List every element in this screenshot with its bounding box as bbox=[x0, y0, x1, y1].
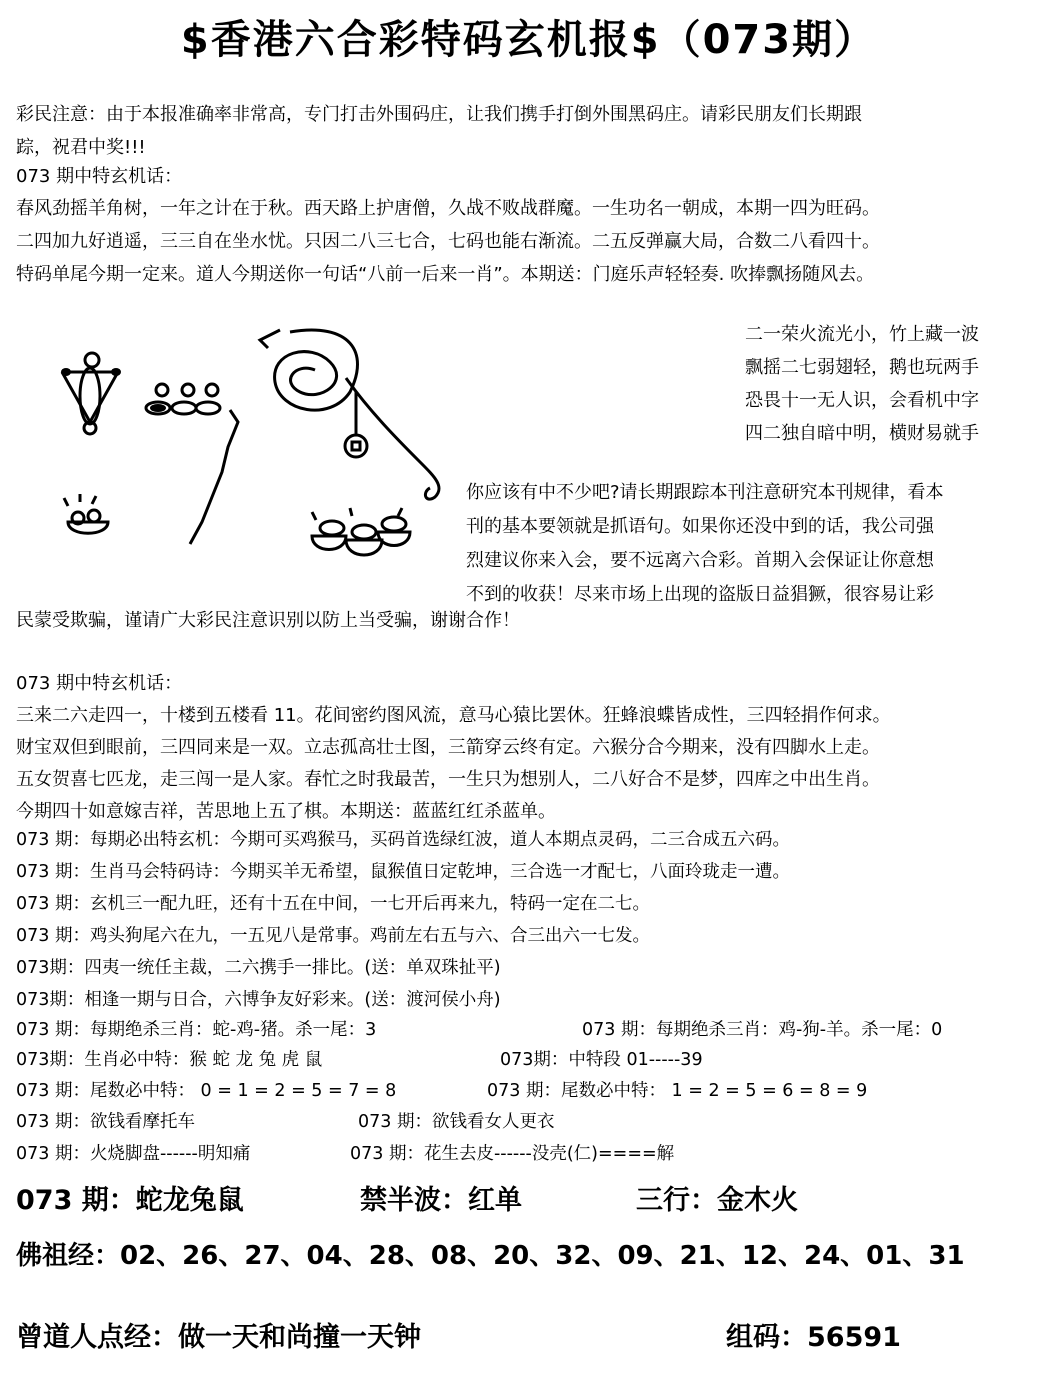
riddle-line-left: 073 期：火烧脚盘------明知痛 bbox=[16, 1144, 251, 1164]
section1-block bbox=[16, 162, 880, 291]
section-line: 春风劲摇羊角树，一年之计在于秋。西天路上护唐僧，久战不败战群魔。一生功名一朝成，本期一四为旺码。 bbox=[16, 198, 880, 219]
notice-block bbox=[16, 98, 862, 164]
section-line: 二四加九好逍遥，三三自在坐水忧。只因二八三七合，七码也能右渐流。二五反弹赢大局，合数二八看四十。 bbox=[16, 231, 880, 252]
item-line: 073 期：玄机三一配九旺，还有十五在中间，一七开后再来九，特码一定在二七。 bbox=[16, 894, 650, 914]
elements-summary: 三行：金木火 bbox=[636, 1185, 798, 1216]
code-summary: 组码：56591 bbox=[726, 1322, 901, 1353]
notice-line: 彩民注意：由于本报准确率非常高，专门打击外围码庄，让我们携手打倒外围黑码庄。请彩民朋友们长期跟 bbox=[16, 104, 862, 125]
poem-line: 二一荣火流光小，竹上藏一波 bbox=[745, 324, 979, 345]
promo-line: 不到的收获！尽来市场上出现的盗版日益猖獗，很容易让彩 bbox=[466, 584, 934, 605]
section-heading: 073 期中特玄机话： bbox=[16, 166, 183, 187]
item-line: 073 期：鸡头狗尾六在九，一五见八是常事。鸡前左右五与六、合三出六一七发。 bbox=[16, 926, 650, 946]
section-line: 今期四十如意嫁吉祥，苦思地上五了棋。本期送：蓝蓝红红杀蓝单。 bbox=[16, 801, 556, 822]
section-line: 五女贺喜七匹龙，走三闯一是人家。春忙之时我最苦，一生只为想别人，二八好合不是梦，四库之中出生肖。 bbox=[16, 769, 880, 790]
range-line: 073期：中特段 01-----39 bbox=[500, 1050, 703, 1070]
item-line: 073期：相逢一期与日合，六博争友好彩来。(送：渡河侯小舟) bbox=[16, 990, 501, 1010]
promo-line: 刊的基本要领就是抓语句。如果你还没中到的话，我公司强 bbox=[466, 516, 934, 537]
page-title: $香港六合彩特码玄机报$（073期） bbox=[180, 17, 877, 63]
section-line: 三来二六走四一，十楼到五楼看 11。花间密约图风流，意马心猿比罢休。狂蜂浪蝶皆成性，三四轻捐作何求。 bbox=[16, 705, 891, 726]
ban-summary: 禁半波：红单 bbox=[360, 1185, 522, 1216]
notice-line: 踪，祝君中奖!!! bbox=[16, 137, 146, 158]
item-line: 073期：四夷一统任主裁，二六携手一排比。(送：单双珠扯平) bbox=[16, 958, 501, 978]
riddle-line-right: 073 期：花生去皮------没壳(仁)====解 bbox=[350, 1144, 675, 1164]
zodiac-line: 073期：生肖必中特：猴 蛇 龙 兔 虎 鼠 bbox=[16, 1050, 323, 1070]
promo-last-line: 民蒙受欺骗，谨请广大彩民注意识别以防上当受骗，谢谢合作！ bbox=[16, 610, 520, 631]
riddle-line-right: 073 期：欲钱看女人更衣 bbox=[358, 1112, 555, 1132]
promo-line: 烈建议你来入会，要不远离六合彩。首期入会保证让你意想 bbox=[466, 550, 934, 571]
kill-line-left: 073 期：每期绝杀三肖：蛇-鸡-猪。杀一尾：3 bbox=[16, 1020, 377, 1040]
zodiac-summary: 073 期：蛇龙兔鼠 bbox=[16, 1185, 244, 1216]
numbers-summary: 佛祖经：02、26、27、04、28、08、20、32、09、21、12、24、01、31 bbox=[16, 1241, 965, 1271]
section2-block bbox=[16, 668, 891, 828]
section-heading: 073 期中特玄机话： bbox=[16, 673, 183, 694]
kill-line-right: 073 期：每期绝杀三肖：鸡-狗-羊。杀一尾：0 bbox=[582, 1020, 943, 1040]
poem-block bbox=[745, 318, 979, 450]
promo-block bbox=[466, 476, 944, 612]
promo-line: 你应该有中不少吧?请长期跟踪本刊注意研究本刊规律，看本 bbox=[466, 482, 944, 503]
scripture-summary: 曾道人点经：做一天和尚撞一天钟 bbox=[16, 1322, 421, 1353]
poem-line: 四二独自暗中明，横财易就手 bbox=[745, 423, 979, 444]
item-line: 073 期：生肖马会特码诗：今期买羊无希望，鼠猴值日定乾坤，三合选一才配七，八面玲珑走一遭。 bbox=[16, 862, 790, 882]
tail-line-right: 073 期：尾数必中特： 1 = 2 = 5 = 6 = 8 = 9 bbox=[487, 1081, 868, 1101]
poem-line: 恐畏十一无人识，会看机中字 bbox=[745, 390, 979, 411]
poem-line: 飘摇二七弱翅轻，鹅也玩两手 bbox=[745, 357, 979, 378]
section-line: 特码单尾今期一定来。道人今期送你一句话“八前一后来一肖”。本期送：门庭乐声轻轻奏. 吹捧飘扬随风去。 bbox=[16, 264, 875, 285]
tail-line-left: 073 期：尾数必中特： 0 = 1 = 2 = 5 = 7 = 8 bbox=[16, 1081, 397, 1101]
riddle-line-left: 073 期：欲钱看摩托车 bbox=[16, 1112, 195, 1132]
item-line: 073 期：每期必出特玄机：今期可买鸡猴马，买码首选绿红波，道人本期点灵码，二三合成五六码。 bbox=[16, 830, 790, 850]
section-line: 财宝双但到眼前，三四同来是一双。立志孤高壮士图，三箭穿云终有定。六猴分合今期来，没有四脚水上走。 bbox=[16, 737, 880, 758]
riddle-illustration bbox=[50, 322, 455, 582]
